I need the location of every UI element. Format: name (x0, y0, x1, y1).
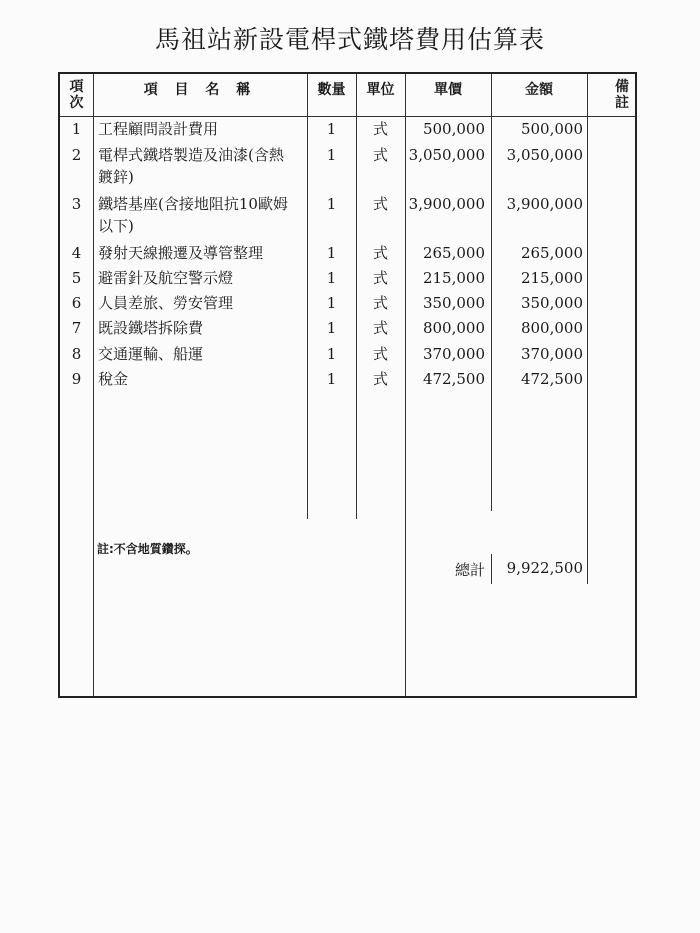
row-no: 1 (71, 120, 82, 138)
row-unit: 式 (372, 269, 388, 287)
header-qty: 數量 (317, 82, 346, 98)
row-name: 電桿式鐵塔製造及油漆(含熱鍍鋅) (98, 146, 284, 186)
row-amount: 350,000 (520, 294, 583, 312)
header-remark: 備 註 (615, 79, 629, 111)
row-price: 472,500 (422, 370, 485, 388)
row-name: 稅金 (98, 370, 129, 388)
row-no: 9 (71, 370, 82, 388)
row-amount: 800,000 (520, 319, 583, 337)
row-amount: 472,500 (520, 370, 583, 388)
row-no: 2 (71, 146, 82, 164)
row-unit: 式 (372, 370, 388, 388)
col-divider-price-total (491, 554, 492, 584)
row-qty: 1 (326, 345, 337, 363)
row-unit: 式 (372, 120, 388, 138)
col-divider-amount-upper (587, 116, 588, 156)
header-price: 單價 (434, 82, 462, 98)
row-unit: 式 (372, 146, 388, 164)
row-name: 人員差旅、勞安管理 (98, 294, 234, 312)
row-unit: 式 (372, 244, 388, 262)
row-amount: 265,000 (520, 244, 583, 262)
row-unit: 式 (372, 319, 388, 337)
header-no: 項 次 (69, 79, 84, 111)
row-price: 800,000 (422, 319, 485, 337)
row-qty: 1 (326, 120, 337, 138)
row-name: 鐵塔基座(含接地阻抗10歐姆以下) (98, 195, 288, 235)
row-unit: 式 (372, 195, 388, 213)
row-name: 發射天線搬遷及導管整理 (98, 244, 264, 262)
total-value: 9,922,500 (506, 559, 583, 577)
row-price: 3,900,000 (408, 195, 485, 213)
col-divider-no (93, 74, 94, 696)
row-name: 交通運輸、船運 (98, 345, 204, 363)
row-qty: 1 (326, 244, 337, 262)
row-price: 370,000 (422, 345, 485, 363)
row-amount: 215,000 (520, 269, 583, 287)
row-no: 3 (71, 195, 82, 213)
row-price: 265,000 (422, 244, 485, 262)
row-no: 6 (71, 294, 82, 312)
total-label: 總計 (454, 561, 485, 579)
row-amount: 500,000 (520, 120, 583, 138)
header-name: 項 目 名 稱 (143, 82, 257, 98)
row-qty: 1 (326, 195, 337, 213)
row-unit: 式 (372, 294, 388, 312)
row-no: 5 (71, 269, 82, 287)
row-qty: 1 (326, 319, 337, 337)
header-unit: 單位 (366, 82, 395, 98)
row-amount: 370,000 (520, 345, 583, 363)
row-price: 500,000 (422, 120, 485, 138)
row-amount: 3,050,000 (506, 146, 583, 164)
row-price: 215,000 (422, 269, 485, 287)
row-qty: 1 (326, 269, 337, 287)
row-price: 350,000 (422, 294, 485, 312)
row-no: 8 (71, 345, 82, 363)
row-no: 4 (71, 244, 82, 262)
row-unit: 式 (372, 345, 388, 363)
row-price: 3,050,000 (408, 146, 485, 164)
row-name: 工程顧問設計費用 (98, 120, 219, 138)
row-qty: 1 (326, 294, 337, 312)
page-title: 馬祖站新設電桿式鐵塔費用估算表 (154, 25, 545, 54)
header-divider (60, 116, 635, 117)
row-qty: 1 (326, 370, 337, 388)
row-no: 7 (71, 319, 82, 337)
row-name: 避雷針及航空警示燈 (98, 269, 234, 287)
row-qty: 1 (326, 146, 337, 164)
row-name: 既設鐵塔拆除費 (98, 319, 204, 337)
header-amount: 金額 (525, 82, 553, 98)
row-amount: 3,900,000 (506, 195, 583, 213)
footnote: 註:不含地質鑽探。 (97, 542, 198, 556)
